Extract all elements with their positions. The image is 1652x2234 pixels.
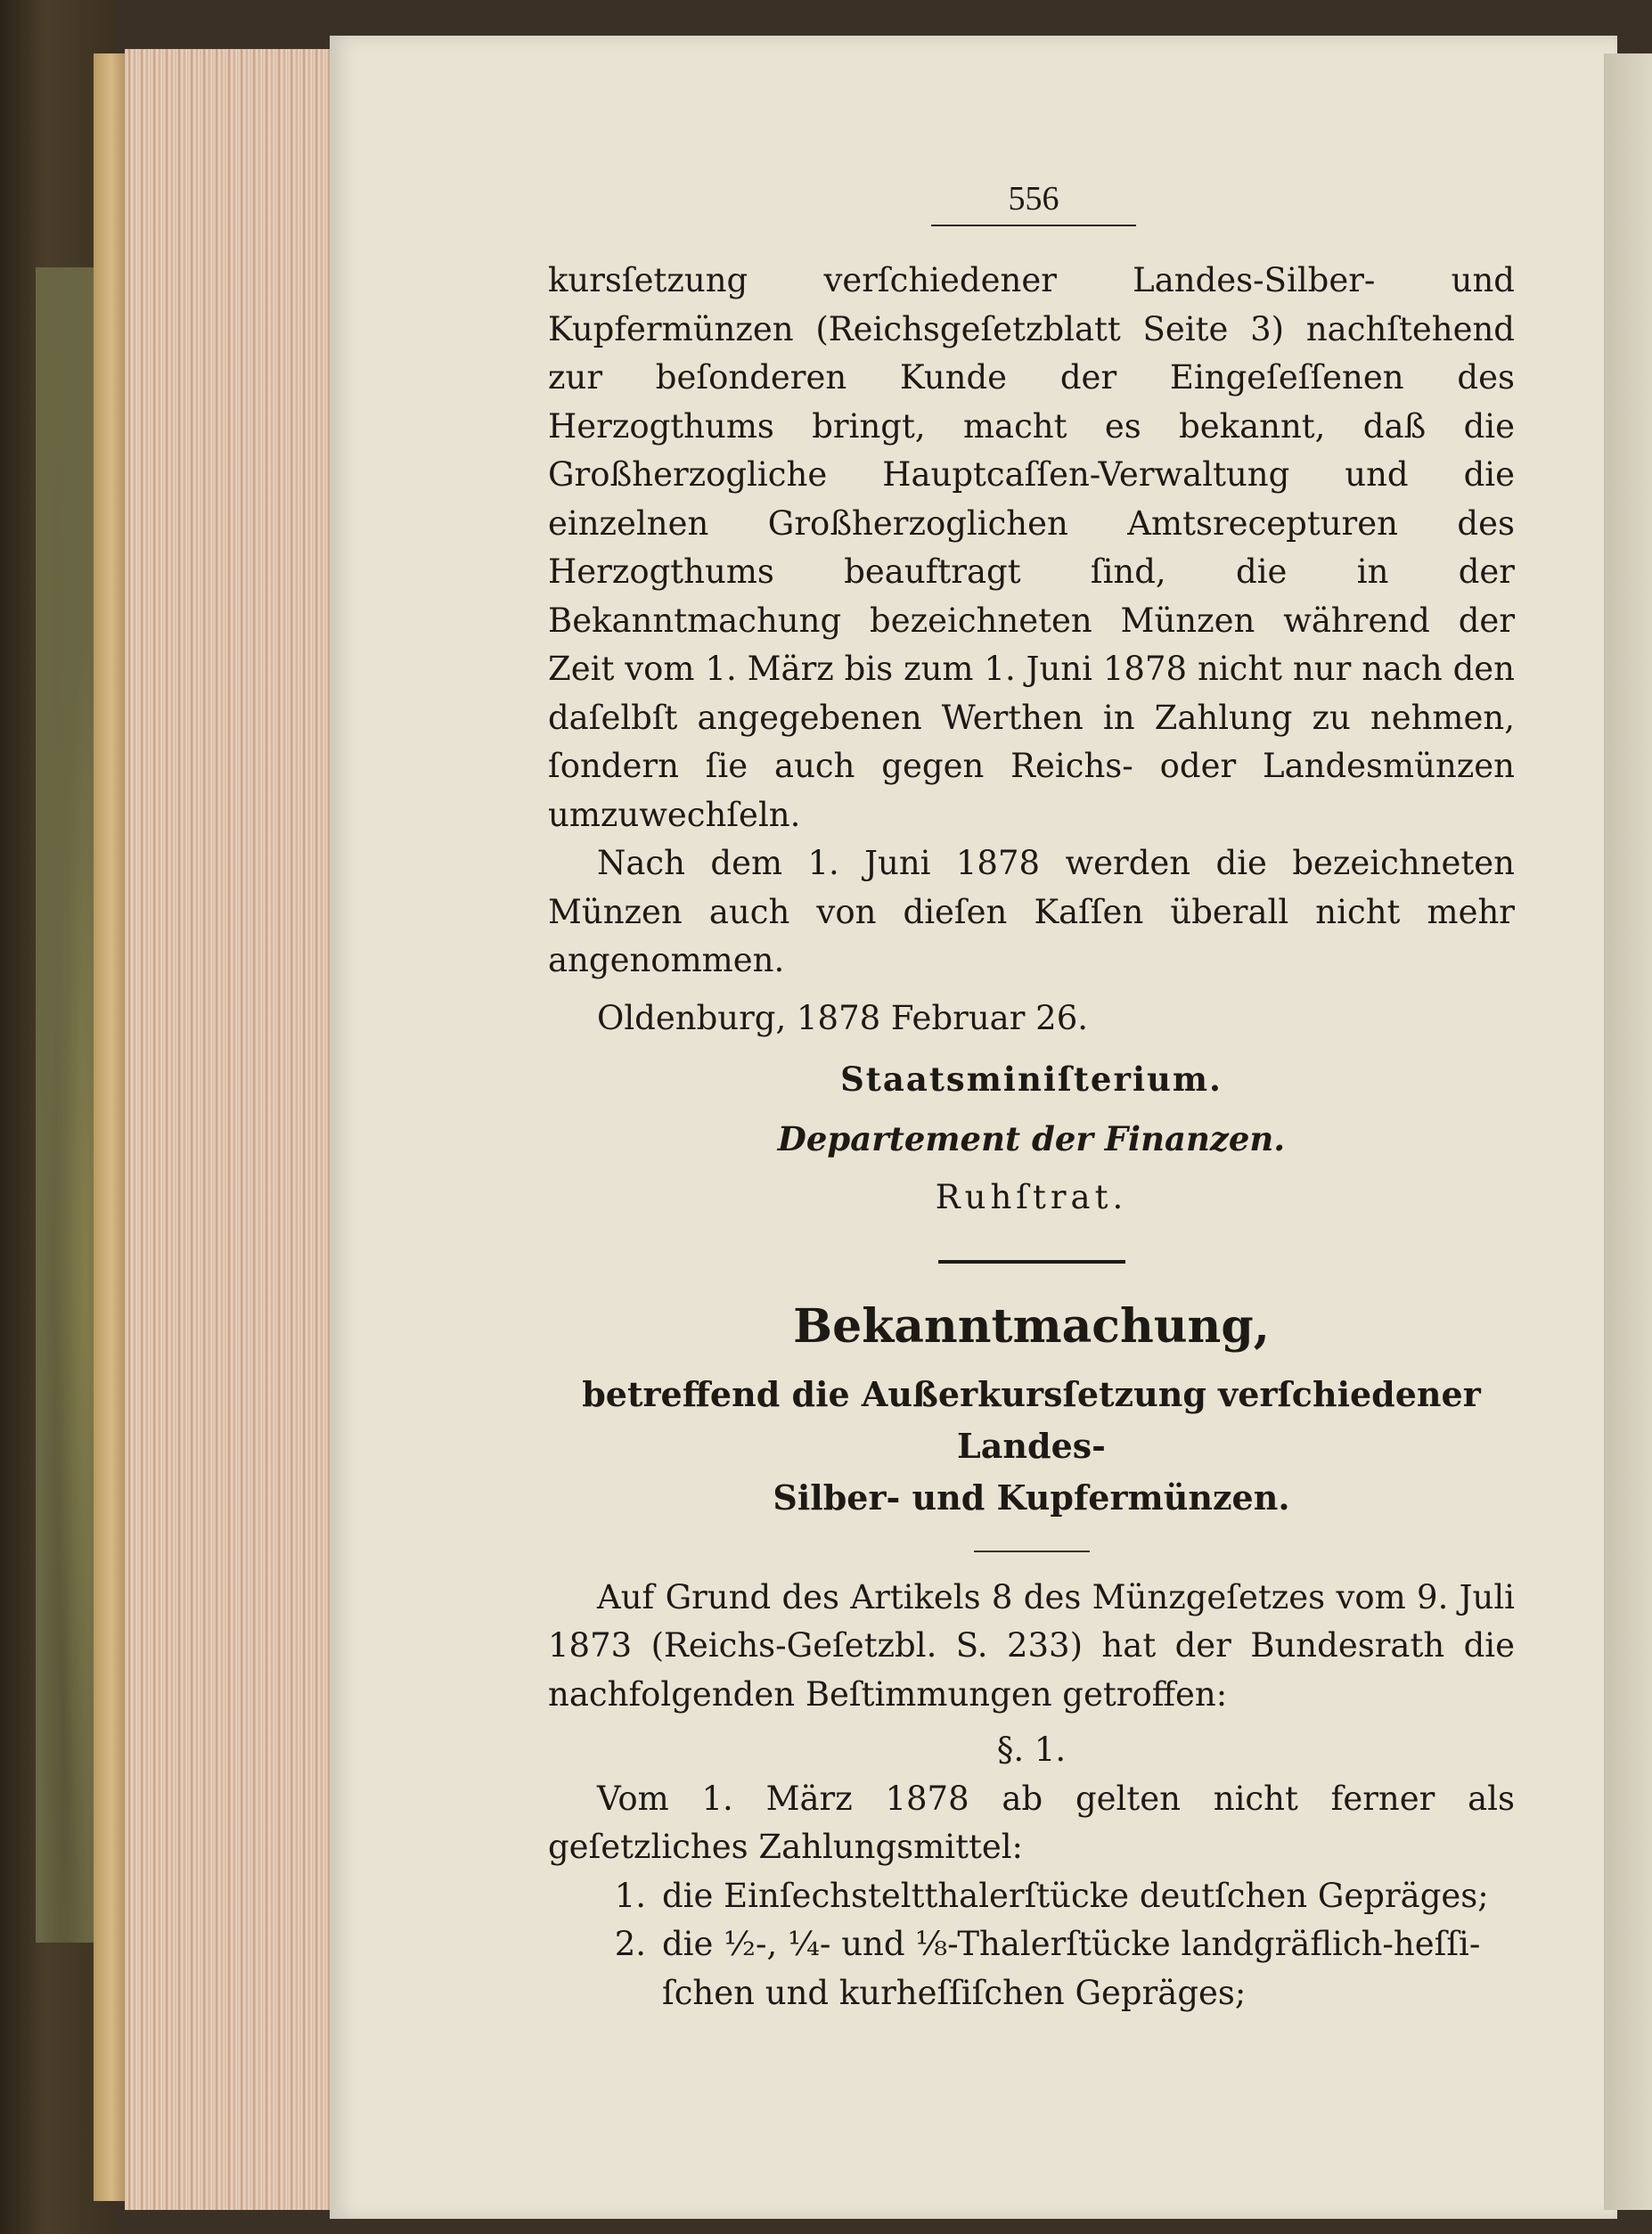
- list-number: 2.: [614, 1925, 646, 1963]
- announcement-subtitle-line: betreffend die Außerkursſetzung verſchiedener Landes-: [582, 1373, 1481, 1466]
- section-divider: [938, 1260, 1125, 1264]
- ministry-signature: Staatsminiſterium.: [840, 1060, 1223, 1099]
- list-item: [548, 1872, 1515, 1921]
- announcement-title: Bekanntmachung,: [793, 1298, 1270, 1354]
- section-mark: §. 1.: [996, 1731, 1067, 1769]
- department-signature: Departement der Finanzen.: [777, 1118, 1286, 1158]
- page-content: [548, 178, 1515, 2017]
- list-text: die Einſechsteltthalerſtücke deutſchen Gepräges;: [662, 1876, 1489, 1915]
- body-paragraph: kursſetzung verſchiedener Landes-Silber- und Kupfermünzen (Reichsgeſetzblatt Seite 3) nachſtehend zur beſonderen Kunde der Eingeſeſſenen des Herzogthums bringt, macht es bekannt, daß die Großherzogliche Hauptcaſſen-Verwaltung und die einzelnen Großherzoglichen Amtsrecepturen des Herzogthums beauftragt ſind, die in der Bekanntmachung bezeichneten Münzen während der Zeit vom 1. März bis zum 1. Juni 1878 nicht nur nach den daſelbſt angegebenen Werthen in Zahlung zu nehmen, ſondern ſie auch gegen Reichs- oder Landesmünzen umzuwechſeln.: [548, 261, 1515, 834]
- page-number: 556: [931, 178, 1136, 226]
- signer-name: Ruhſtrat.: [935, 1178, 1128, 1216]
- heading-divider: [974, 1551, 1090, 1552]
- body-paragraph: Nach dem 1. Juni 1878 werden die bezeichneten Münzen auch von dieſen Kaſſen überall nicht mehr angenommen.: [548, 844, 1515, 979]
- facing-page-edge: [1604, 53, 1652, 2210]
- section-text: Vom 1. März 1878 ab gelten nicht ferner als geſetzliches Zahlungsmittel:: [548, 1779, 1515, 1866]
- list-number: 1.: [614, 1876, 646, 1915]
- list-item: [548, 1920, 1515, 1969]
- page-edges: [125, 49, 339, 2210]
- announcement-subtitle-line: Silber- und Kupfermünzen.: [773, 1477, 1290, 1518]
- list-text: die ½-, ¼- und ⅛-Thalerſtücke landgräflich-heſſi-: [662, 1925, 1481, 1963]
- announcement-subtitle: [548, 1369, 1515, 1524]
- place-date: Oldenburg, 1878 Februar 26.: [597, 998, 1089, 1037]
- leather-spine-edge: [94, 53, 129, 2201]
- list-text-continuation: ſchen und kurheſſiſchen Gepräges;: [662, 1973, 1247, 2012]
- announcement-intro: Auf Grund des Artikels 8 des Münzgeſetzes vom 9. Juli 1873 (Reichs-Geſetzbl. S. 233) hat der Bundesrath die nachfolgenden Beſtimmungen getroffen:: [548, 1577, 1515, 1714]
